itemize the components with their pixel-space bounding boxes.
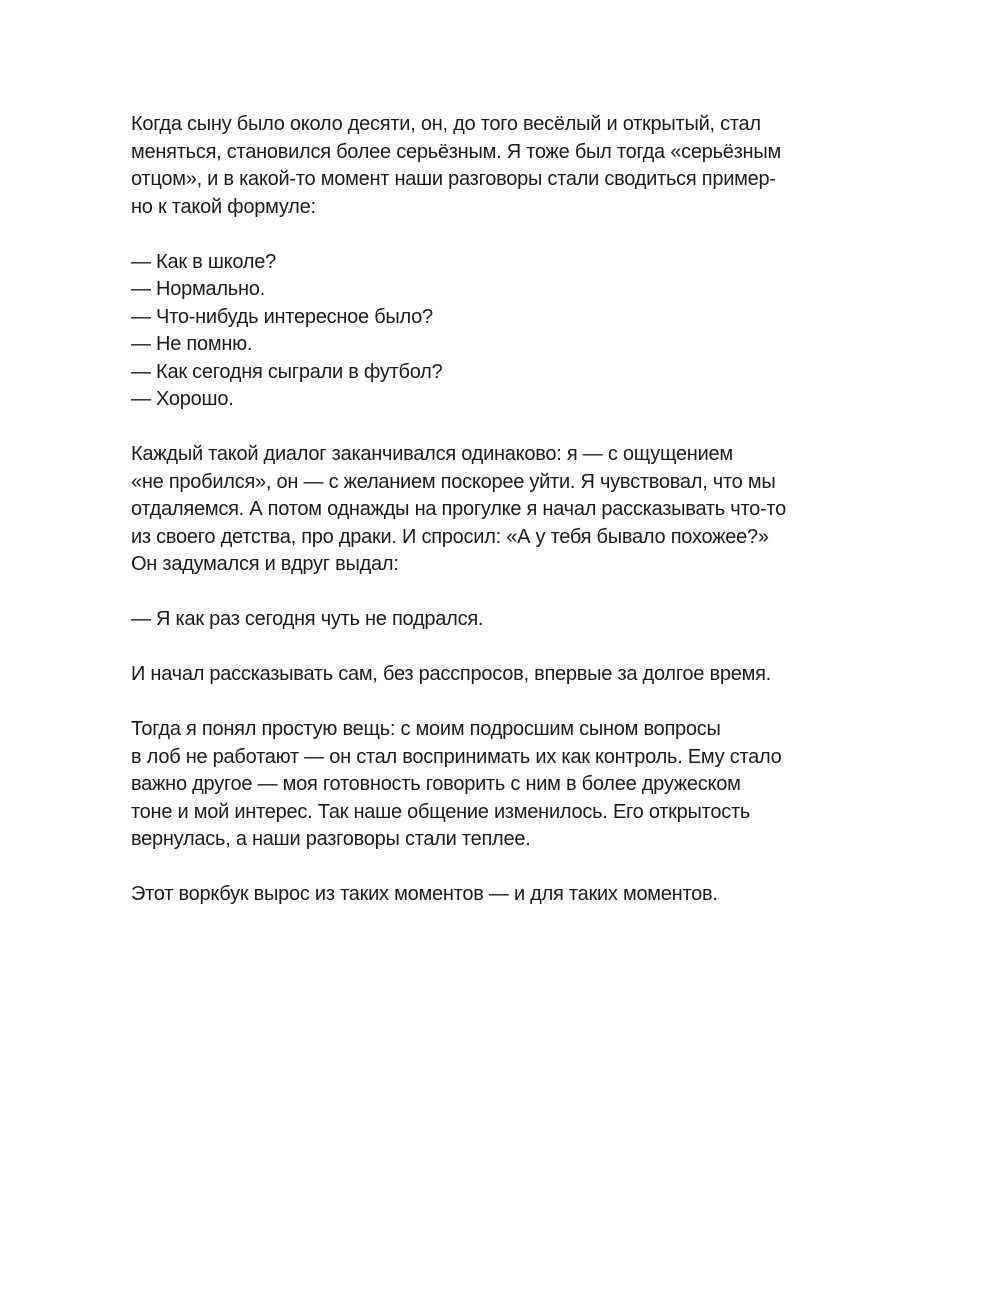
text-line: Он задумался и вдруг выдал: xyxy=(131,553,399,575)
paragraph xyxy=(131,111,871,221)
paragraph-gap xyxy=(131,221,871,249)
paragraph-gap xyxy=(131,689,871,717)
text-line: — Я как раз сегодня чуть не подрался. xyxy=(131,608,484,630)
text-line: — Как сегодня сыграли в футбол? xyxy=(131,360,443,383)
text-line: Когда сыну было около десяти, он, до того весёлый и открытый, стал xyxy=(131,113,761,135)
paragraph xyxy=(131,606,871,634)
text-line: — Хорошо. xyxy=(131,388,234,410)
document-page xyxy=(131,111,871,909)
text-line: отдаляемся. А потом однажды на прогулке я начал рассказывать что-то xyxy=(131,498,786,520)
paragraph-gap xyxy=(131,634,871,662)
text-line: Этот воркбук вырос из таких моментов — и для таких моментов. xyxy=(131,883,718,905)
text-line: в лоб не работают — он стал воспринимать их как контроль. Ему стало xyxy=(131,745,782,768)
text-line: Каждый такой диалог заканчивался одинаково: я — с ощущением xyxy=(131,443,733,465)
text-line: — Что-нибудь интересное было? xyxy=(131,305,433,328)
text-line: из своего детства, про драки. И спросил: «А у тебя бывало похожее?» xyxy=(131,525,769,548)
text-line: отцом», и в какой-то момент наши разговоры стали сводиться пример- xyxy=(131,168,776,190)
text-line: И начал рассказывать сам, без расспросов, впервые за долгое время. xyxy=(131,663,771,685)
paragraph-gap xyxy=(131,579,871,607)
paragraph xyxy=(131,441,871,579)
paragraph-gap xyxy=(131,414,871,442)
paragraph-gap xyxy=(131,854,871,882)
paragraph xyxy=(131,881,871,909)
text-line: «не пробился», он — с желанием поскорее уйти. Я чувствовал, что мы xyxy=(131,470,776,493)
text-line: — Не помню. xyxy=(131,333,253,355)
paragraph xyxy=(131,249,871,414)
text-line: Тогда я понял простую вещь: с моим подросшим сыном вопросы xyxy=(131,718,721,740)
text-line: — Как в школе? xyxy=(131,250,276,273)
text-line: — Нормально. xyxy=(131,278,265,300)
text-line: тоне и мой интерес. Так наше общение изменилось. Его открытость xyxy=(131,800,751,823)
text-line: важно другое — моя готовность говорить с ним в более дружеском xyxy=(131,773,741,795)
text-line: вернулась, а наши разговоры стали теплее. xyxy=(131,828,531,850)
text-line: но к такой формуле: xyxy=(131,195,316,218)
paragraph xyxy=(131,716,871,854)
text-line: меняться, становился более серьёзным. Я тоже был тогда «серьёзным xyxy=(131,140,781,163)
paragraph xyxy=(131,661,871,689)
